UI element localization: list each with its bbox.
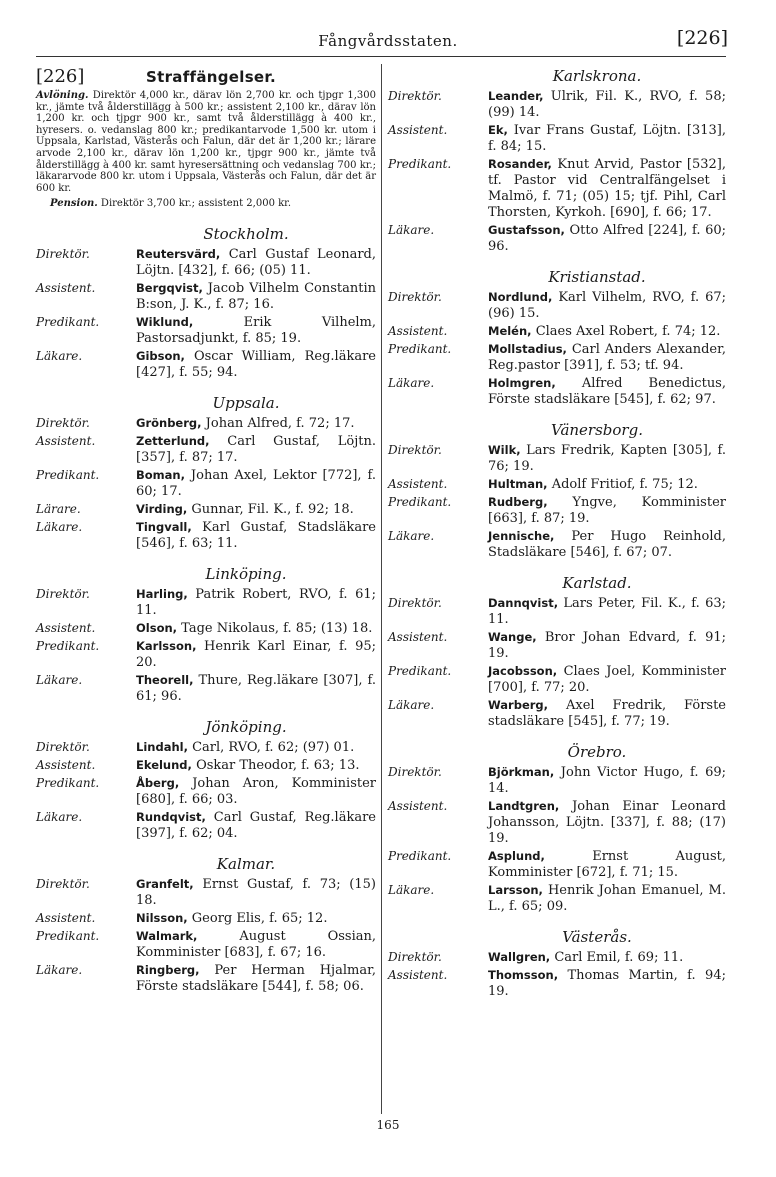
person-surname: Wange,	[488, 630, 537, 644]
city-block	[36, 854, 376, 995]
person-surname: Zetterlund,	[136, 433, 210, 448]
entry-text	[488, 798, 726, 847]
person-details: Carl Gustaf, Löjtn. [357], f. 87; 17.	[136, 433, 376, 465]
entry-text	[136, 433, 376, 466]
role-label: Assistent.	[36, 433, 96, 448]
person-details: Johan Aron, Komminister [680], f. 66; 03.	[136, 775, 376, 807]
entry-text	[136, 415, 376, 432]
city-heading: Örebro.	[567, 743, 627, 761]
city-heading: Kristianstad.	[548, 268, 646, 286]
person-surname: Larsson,	[488, 883, 543, 897]
entry-text	[488, 697, 726, 730]
person-surname: Hultman,	[488, 477, 548, 491]
person-surname: Leander,	[488, 89, 544, 103]
entry-text	[136, 314, 376, 347]
header-page-ref: [226]	[676, 27, 728, 49]
role-label: Assistent.	[388, 799, 448, 813]
right-city-blocks	[388, 66, 726, 1000]
staff-entry	[36, 775, 376, 808]
person-surname: Virding,	[136, 501, 188, 516]
city-block	[36, 564, 376, 705]
person-details: Georg Elis, f. 65; 12.	[191, 910, 328, 926]
person-surname: Tingvall,	[136, 519, 192, 534]
person-surname: Lindahl,	[136, 739, 188, 754]
person-surname: Gibson,	[136, 348, 185, 363]
role-label: Assistent.	[388, 477, 448, 491]
entry-text	[488, 88, 726, 121]
entry-text	[136, 586, 376, 619]
left-city-blocks	[36, 224, 376, 995]
right-column	[388, 66, 726, 1001]
pension-text: Direktör 3,700 kr.; assistent 2,000 kr.	[100, 198, 292, 210]
staff-entry	[36, 928, 376, 961]
role-label: Assistent.	[36, 280, 96, 295]
role-label: Direktör.	[36, 246, 90, 261]
person-surname: Åberg,	[136, 775, 180, 790]
person-details: Oscar William, Reg.läkare [427], f. 55; 94.	[136, 348, 376, 380]
person-surname: Olson,	[136, 620, 178, 635]
city-heading: Karlskrona.	[552, 67, 642, 85]
city-heading: Linköping.	[205, 564, 287, 583]
role-label: Predikant.	[36, 314, 100, 329]
person-surname: Granfelt,	[136, 876, 194, 891]
person-details: Carl Anders Alexander, Reg.pastor [391], f. 53; tf. 94.	[488, 342, 727, 373]
role-label: Direktör.	[388, 89, 442, 103]
staff-entry	[388, 528, 726, 561]
pension-label: Pension.	[50, 198, 98, 210]
role-label: Assistent.	[388, 630, 448, 644]
entry-text	[488, 528, 726, 561]
city-heading: Vänersborg.	[551, 421, 643, 439]
person-details: John Victor Hugo, f. 69; 14.	[488, 765, 726, 796]
entry-text	[488, 442, 726, 475]
entry-text	[488, 882, 726, 915]
person-details: Karl Vilhelm, RVO, f. 67; (96) 15.	[488, 290, 726, 321]
staff-entry	[388, 629, 726, 662]
staff-entry	[388, 967, 726, 1000]
person-surname: Mollstadius,	[488, 342, 567, 356]
person-surname: Wilk,	[488, 443, 521, 457]
entry-text	[136, 739, 376, 756]
person-details: Carl Gustaf Leonard, Löjtn. [432], f. 66; (05) 11.	[136, 246, 376, 278]
entry-text	[136, 620, 376, 637]
person-details: Henrik Johan Emanuel, M. L., f. 65; 09.	[488, 883, 726, 914]
person-details: Karl Gustaf, Stadsläkare [546], f. 63; 11.	[136, 519, 376, 551]
entry-text	[488, 122, 726, 155]
role-label: Läkare.	[36, 809, 83, 824]
pension-paragraph	[36, 198, 376, 210]
staff-entry	[36, 280, 376, 313]
left-column	[36, 66, 376, 996]
entry-text	[136, 501, 376, 518]
city-heading: Jönköping.	[205, 717, 287, 736]
staff-entry	[388, 375, 726, 408]
person-surname: Rudberg,	[488, 495, 548, 509]
role-label: Direktör.	[388, 765, 442, 779]
entry-text	[136, 962, 376, 995]
role-label: Läkare.	[36, 348, 83, 363]
person-surname: Theorell,	[136, 672, 194, 687]
city-block	[36, 224, 376, 381]
section-heading	[36, 66, 376, 90]
person-surname: Rosander,	[488, 157, 552, 171]
role-label: Assistent.	[388, 324, 448, 338]
city-block	[36, 717, 376, 842]
section-number: [226]	[36, 66, 85, 87]
column-divider	[381, 64, 382, 1114]
staff-entry	[388, 595, 726, 628]
entry-text	[488, 595, 726, 628]
staff-entry	[388, 494, 726, 527]
person-surname: Wiklund,	[136, 314, 194, 329]
entry-text	[488, 375, 726, 408]
person-surname: Björkman,	[488, 765, 555, 779]
person-details: Henrik Karl Einar, f. 95; 20.	[136, 638, 377, 670]
person-details: Claes Joel, Komminister [700], f. 77; 20.	[488, 664, 727, 695]
staff-entry	[388, 476, 726, 493]
staff-entry	[36, 910, 376, 927]
person-details: August Ossian, Komminister [683], f. 67; 16.	[136, 928, 376, 960]
city-block	[388, 66, 726, 255]
staff-entry	[388, 122, 726, 155]
entry-text	[488, 289, 726, 322]
role-label: Direktör.	[388, 950, 442, 964]
city-block	[388, 267, 726, 408]
entry-text	[136, 638, 376, 671]
person-surname: Melén,	[488, 324, 532, 338]
entry-text	[488, 494, 726, 527]
header-rule	[36, 56, 726, 57]
section-title: Straffängelser.	[146, 68, 276, 86]
entry-text	[136, 876, 376, 909]
staff-entry	[388, 442, 726, 475]
person-details: Per Herman Hjalmar, Förste stadsläkare [544], f. 58; 06.	[136, 962, 376, 994]
person-details: Yngve, Komminister [663], f. 87; 19.	[488, 495, 726, 526]
entry-text	[488, 967, 726, 1000]
staff-entry	[36, 501, 376, 518]
staff-entry	[36, 519, 376, 552]
staff-entry	[388, 798, 726, 847]
person-details: Ivar Frans Gustaf, Löjtn. [313], f. 84; 15.	[488, 123, 726, 154]
entry-text	[136, 809, 376, 842]
person-surname: Ekelund,	[136, 757, 192, 772]
person-details: Adolf Fritiof, f. 75; 12.	[551, 477, 698, 492]
role-label: Läkare.	[36, 962, 83, 977]
salary-label: Avlöning.	[36, 90, 89, 101]
person-details: Johan Axel, Lektor [772], f. 60; 17.	[136, 467, 376, 499]
person-details: Ernst Gustaf, f. 73; (15) 18.	[136, 876, 376, 908]
role-label: Assistent.	[388, 123, 448, 137]
person-surname: Nilsson,	[136, 910, 188, 925]
person-details: Claes Axel Robert, f. 74; 12.	[535, 324, 721, 339]
city-block	[36, 393, 376, 552]
person-surname: Jennische,	[488, 529, 555, 543]
page-number: 165	[376, 1118, 400, 1132]
role-label: Läkare.	[388, 529, 435, 543]
person-surname: Walmark,	[136, 928, 198, 943]
role-label: Predikant.	[388, 849, 452, 863]
city-block	[388, 420, 726, 561]
entry-text	[488, 629, 726, 662]
entry-text	[488, 323, 726, 340]
person-details: Ulrik, Fil. K., RVO, f. 58; (99) 14.	[488, 89, 726, 120]
entry-text	[136, 348, 376, 381]
person-details: Lars Peter, Fil. K., f. 63; 11.	[488, 596, 726, 627]
staff-entry	[36, 672, 376, 705]
person-details: Bror Johan Edvard, f. 91; 19.	[488, 630, 726, 661]
running-title: Fångvårdsstaten.	[318, 32, 458, 50]
entry-text	[136, 280, 376, 313]
city-heading: Karlstad.	[562, 574, 632, 592]
person-details: Carl Emil, f. 69; 11.	[554, 950, 684, 965]
staff-entry	[388, 341, 726, 374]
entry-text	[136, 928, 376, 961]
salary-text: Direktör 4,000 kr., därav lön 2,700 kr. och tjpgr 1,300 kr., jämte två ålderstillägg à 500 kr.; assistent 2,100 kr., därav lön 1,200 kr. och tjpgr 900 kr., samt två ålderstillägg à 400 kr., hyresers. o. vedanslag 800 kr.; predikantarvode 1,500 kr. utom i Uppsala, Karlstad, Västerås och Falun, där det är 1,200 kr.; lärare arvode 2,100 kr., därav lön 1,200 kr., tjpgr 900 kr., jämte två ålderstillägg à 400 kr. samt hyresersättning och vedanslag 700 kr.; läkararvode 800 kr. utom i Uppsala, Västerås och Falun, där det är 600 kr.	[36, 90, 377, 194]
role-label: Assistent.	[36, 620, 96, 635]
person-details: Johan Alfred, f. 72; 17.	[205, 415, 355, 431]
role-label: Läkare.	[388, 376, 435, 390]
staff-entry	[388, 882, 726, 915]
role-label: Predikant.	[388, 342, 452, 356]
person-surname: Rundqvist,	[136, 809, 206, 824]
role-label: Direktör.	[388, 596, 442, 610]
entry-text	[488, 949, 726, 966]
entry-text	[136, 246, 376, 279]
person-surname: Asplund,	[488, 849, 545, 863]
person-details: Thure, Reg.läkare [307], f. 61; 96.	[136, 672, 376, 704]
role-label: Direktör.	[388, 443, 442, 457]
person-details: Tage Nikolaus, f. 85; (13) 18.	[181, 620, 373, 636]
entry-text	[136, 757, 376, 774]
staff-entry	[36, 809, 376, 842]
staff-entry	[36, 348, 376, 381]
city-heading: Kalmar.	[216, 854, 276, 873]
person-details: Carl, RVO, f. 62; (97) 01.	[192, 739, 355, 755]
person-details: Erik Vilhelm, Pastorsadjunkt, f. 85; 19.	[136, 314, 376, 346]
person-surname: Jacobsson,	[488, 664, 558, 678]
city-heading: Uppsala.	[212, 393, 280, 412]
entry-text	[488, 476, 726, 493]
person-surname: Dannqvist,	[488, 596, 559, 610]
role-label: Direktör.	[36, 586, 90, 601]
person-surname: Grönberg,	[136, 415, 202, 430]
entry-text	[488, 848, 726, 881]
role-label: Läkare.	[36, 519, 83, 534]
person-surname: Wallgren,	[488, 950, 551, 964]
person-surname: Warberg,	[488, 698, 549, 712]
person-details: Lars Fredrik, Kapten [305], f. 76; 19.	[488, 443, 726, 474]
person-surname: Bergqvist,	[136, 280, 203, 295]
role-label: Assistent.	[36, 757, 96, 772]
staff-entry	[36, 739, 376, 756]
role-label: Predikant.	[36, 467, 100, 482]
person-details: Knut Arvid, Pastor [532], tf. Pastor vid Centralfängelset i Malmö, f. 71; (05) 15; tjf. Pihl, Carl Thorsten, Kyrkoh. [690], f. 66; 17.	[488, 157, 726, 220]
person-surname: Nordlund,	[488, 290, 553, 304]
staff-entry	[36, 638, 376, 671]
person-surname: Harling,	[136, 586, 188, 601]
staff-entry	[36, 415, 376, 432]
person-surname: Thomsson,	[488, 968, 559, 982]
staff-entry	[36, 757, 376, 774]
role-label: Lärare.	[36, 501, 81, 516]
entry-text	[136, 519, 376, 552]
person-details: Ernst August, Komminister [672], f. 71; 15.	[488, 849, 726, 880]
city-heading: Västerås.	[562, 928, 632, 946]
role-label: Predikant.	[388, 157, 452, 171]
role-label: Predikant.	[36, 638, 100, 653]
role-label: Direktör.	[388, 290, 442, 304]
city-block	[388, 742, 726, 915]
person-surname: Holmgren,	[488, 376, 556, 390]
staff-entry	[36, 962, 376, 995]
person-surname: Ringberg,	[136, 962, 200, 977]
role-label: Läkare.	[388, 223, 435, 237]
entry-text	[488, 222, 726, 255]
person-details: Otto Alfred [224], f. 60; 96.	[488, 223, 726, 254]
staff-entry	[36, 620, 376, 637]
role-label: Predikant.	[388, 664, 452, 678]
staff-entry	[36, 246, 376, 279]
staff-entry	[388, 663, 726, 696]
person-details: Carl Gustaf, Reg.läkare [397], f. 62; 04.	[136, 809, 376, 841]
person-details: Jacob Vilhelm Constantin B:son, J. K., f. 87; 16.	[136, 280, 376, 312]
page-header	[0, 0, 776, 62]
staff-entry	[36, 586, 376, 619]
person-surname: Reutersvärd,	[136, 246, 221, 261]
role-label: Läkare.	[388, 698, 435, 712]
staff-entry	[36, 876, 376, 909]
staff-entry	[388, 88, 726, 121]
staff-entry	[388, 323, 726, 340]
entry-text	[488, 156, 726, 221]
staff-entry	[388, 156, 726, 221]
person-surname: Boman,	[136, 467, 185, 482]
person-details: Thomas Martin, f. 94; 19.	[488, 968, 726, 999]
role-label: Direktör.	[36, 739, 90, 754]
role-label: Predikant.	[36, 928, 100, 943]
entry-text	[136, 672, 376, 705]
role-label: Predikant.	[36, 775, 100, 790]
staff-entry	[388, 848, 726, 881]
staff-entry	[388, 697, 726, 730]
person-surname: Karlsson,	[136, 638, 197, 653]
role-label: Direktör.	[36, 876, 90, 891]
role-label: Assistent.	[388, 968, 448, 982]
role-label: Läkare.	[388, 883, 435, 897]
person-surname: Gustafsson,	[488, 223, 565, 237]
staff-entry	[388, 949, 726, 966]
person-details: Per Hugo Reinhold, Stadsläkare [546], f. 67; 07.	[488, 529, 726, 560]
person-details: Alfred Benedictus, Förste stadsläkare [545], f. 62; 97.	[488, 376, 726, 407]
staff-entry	[388, 289, 726, 322]
entry-text	[136, 775, 376, 808]
salary-paragraph	[36, 90, 376, 194]
person-details: Gunnar, Fil. K., f. 92; 18.	[191, 501, 354, 517]
staff-entry	[36, 467, 376, 500]
person-details: Patrik Robert, RVO, f. 61; 11.	[136, 586, 376, 618]
staff-entry	[388, 764, 726, 797]
person-surname: Ek,	[488, 123, 508, 137]
person-details: Oskar Theodor, f. 63; 13.	[196, 757, 360, 773]
person-surname: Landtgren,	[488, 799, 560, 813]
role-label: Assistent.	[36, 910, 96, 925]
person-details: Johan Einar Leonard Johansson, Löjtn. [337], f. 88; (17) 19.	[488, 799, 726, 846]
person-details: Axel Fredrik, Förste stadsläkare [545], f. 77; 19.	[488, 698, 726, 729]
entry-text	[488, 663, 726, 696]
staff-entry	[36, 433, 376, 466]
entry-text	[136, 467, 376, 500]
role-label: Läkare.	[36, 672, 83, 687]
role-label: Direktör.	[36, 415, 90, 430]
entry-text	[488, 764, 726, 797]
entry-text	[136, 910, 376, 927]
city-block	[388, 573, 726, 730]
staff-entry	[36, 314, 376, 347]
staff-entry	[388, 222, 726, 255]
entry-text	[488, 341, 726, 374]
role-label: Predikant.	[388, 495, 452, 509]
city-heading: Stockholm.	[203, 224, 289, 243]
city-block	[388, 927, 726, 1000]
